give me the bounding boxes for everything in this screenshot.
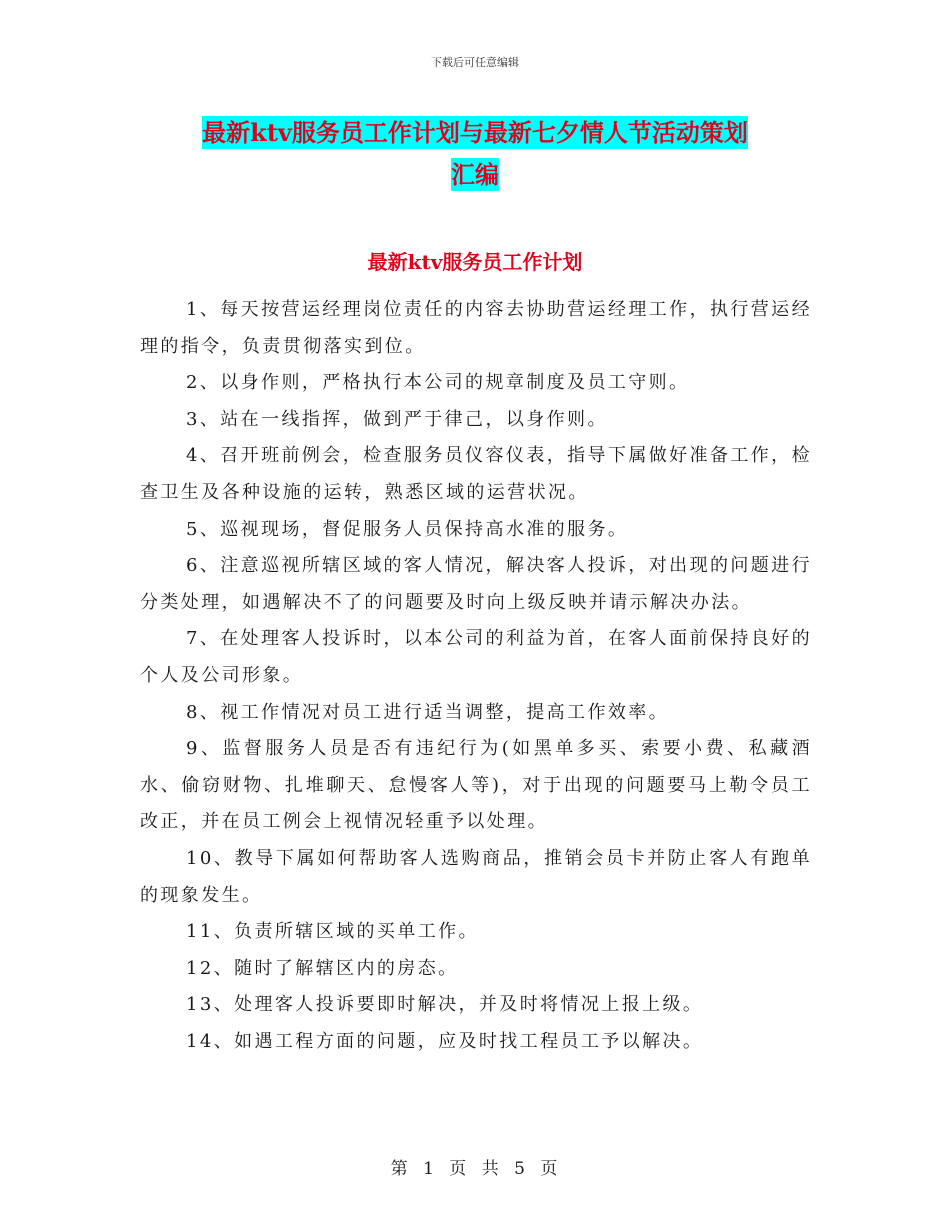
page-header-note: 下载后可任意编辑 xyxy=(431,56,519,69)
paragraph-item-6: 6、注意巡视所辖区域的客人情况，解决客人投诉，对出现的问题进行分类处理，如遇解决不了的问题要及时向上级反映并请示解决办法。 xyxy=(140,555,812,613)
page-number-footer: 第 1 页 共 5 页 xyxy=(390,1159,560,1179)
paragraph-item-11: 11、负责所辖区域的买单工作。 xyxy=(186,921,479,943)
paragraph-item-7: 7、在处理客人投诉时，以本公司的利益为首，在客人面前保持良好的个人及公司形象。 xyxy=(140,628,812,686)
paragraph-item-12: 12、随时了解辖区内的房态。 xyxy=(186,957,459,979)
document-title-line-2: 汇编 xyxy=(451,160,499,189)
paragraph-item-4: 4、召开班前例会，检查服务员仪容仪表，指导下属做好准备工作，检查卫生及各种设施的运转，熟悉区域的运营状况。 xyxy=(140,445,812,503)
section-title: 最新ktv服务员工作计划 xyxy=(367,250,583,274)
paragraph-item-13: 13、处理客人投诉要即时解决，并及时将情况上报上级。 xyxy=(186,994,704,1016)
paragraph-item-8: 8、视工作情况对员工进行适当调整，提高工作效率。 xyxy=(186,701,670,723)
paragraph-item-1: 1、每天按营运经理岗位责任的内容去协助营运经理工作，执行营运经理的指令，负责贯彻落实到位。 xyxy=(140,299,812,357)
paragraph-item-14: 14、如遇工程方面的问题，应及时找工程员工予以解决。 xyxy=(186,1030,704,1052)
paragraph-item-5: 5、巡视现场，督促服务人员保持高水准的服务。 xyxy=(186,518,629,540)
paragraph-item-2: 2、以身作则，严格执行本公司的规章制度及员工守则。 xyxy=(186,372,690,394)
document-title xyxy=(140,112,810,196)
paragraph-item-10: 10、教导下属如何帮助客人选购商品，推销会员卡并防止客人有跑单的现象发生。 xyxy=(140,847,812,906)
document-title-line-1: 最新ktv服务员工作计划与最新七夕情人节活动策划 xyxy=(202,118,748,147)
paragraph-item-3: 3、站在一线指挥，做到严于律己，以身作则。 xyxy=(186,408,608,430)
body-content xyxy=(140,292,812,1060)
paragraph-item-9: 9、监督服务人员是否有违纪行为(如黑单多买、索要小费、私藏酒水、偷窃财物、扎堆聊天、怠慢客人等)，对于出现的问题要马上勒令员工改正，并在员工例会上视情况轻重予以处理。 xyxy=(140,738,812,833)
